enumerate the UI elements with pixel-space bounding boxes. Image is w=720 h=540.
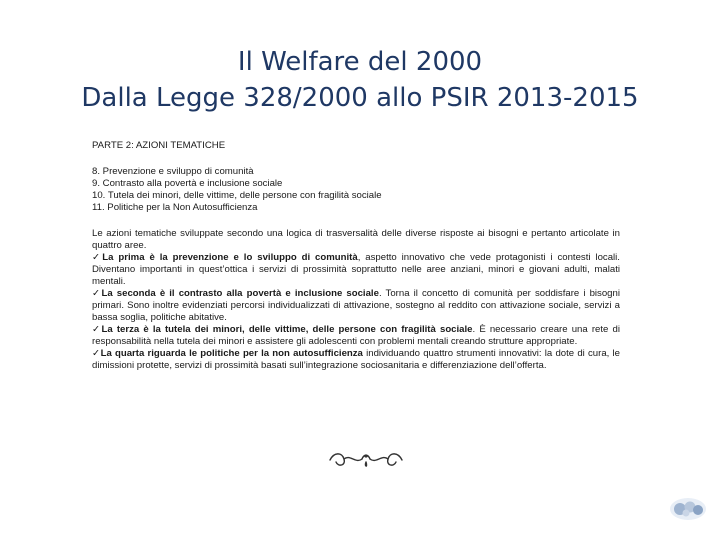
title-line-2: Dalla Legge 328/2000 allo PSIR 2013-2015: [81, 83, 639, 113]
bullet-text: individuando quattro strumenti innovativi: la dote di cura, le dimissioni protette, servizi di prossimità basati sull’integrazione sociosanitaria e differenziazione dell’offerta.: [92, 348, 620, 371]
slide-content: [92, 140, 620, 372]
title-line-1: Il Welfare del 2000: [237, 47, 483, 77]
check-icon: ✓: [92, 288, 102, 299]
check-icon: ✓: [92, 252, 103, 263]
section-title: PARTE 2: AZIONI TEMATICHE: [92, 140, 226, 151]
bullet-lead: La prima è la prevenzione e lo sviluppo di comunità: [102, 252, 358, 263]
bullet-text: . Torna il concetto di comunità per soddisfare i bisogni primari. Sono inoltre evidenziati percorsi individualizzati di attivazione, sostegno al reddito con attivazione sociale, servizi a bassa soglia, politiche abitative.: [92, 288, 620, 323]
slide-title: [0, 44, 720, 116]
bullet-text: , aspetto innovativo che vede protagonisti i contesti locali. Diventano importanti in quest’ottica i servizi di prossimità soprattutto nelle aree anziani, minori e giovani adulti, malati mentali.: [92, 252, 620, 287]
action-item: 9. Contrasto alla povertà e inclusione sociale: [92, 178, 283, 189]
check-icon: ✓: [92, 324, 102, 335]
intro-text: Le azioni tematiche sviluppate secondo una logica di trasversalità delle diverse risposte ai bisogni e pertanto articolate in quattro aree.: [92, 228, 620, 251]
bullet-lead: La quarta riguarda le politiche per la non autosufficienza: [100, 348, 363, 359]
action-item: 11. Politiche per la Non Autosufficienza: [92, 202, 258, 213]
check-icon: ✓: [92, 348, 101, 359]
description-paragraph: [92, 228, 620, 372]
bullet-lead: La terza è la tutela dei minori, delle vittime, delle persone con fragilità sociale: [101, 324, 473, 335]
actions-list: [92, 166, 620, 214]
action-item: 10. Tutela dei minori, delle vittime, delle persone con fragilità sociale: [92, 190, 382, 201]
bullet-lead: La seconda è il contrasto alla povertà e inclusione sociale: [101, 288, 379, 299]
flourish-ornament-icon: [326, 450, 406, 475]
action-item: 8. Prevenzione e sviluppo di comunità: [92, 166, 254, 177]
bullet-text: . È necessario creare una rete di responsabilità nella tutela dei minori e assistere gli adolescenti con problemi mentali creando strutture appropriate.: [92, 324, 620, 347]
presentation-logo-icon: [668, 496, 708, 527]
